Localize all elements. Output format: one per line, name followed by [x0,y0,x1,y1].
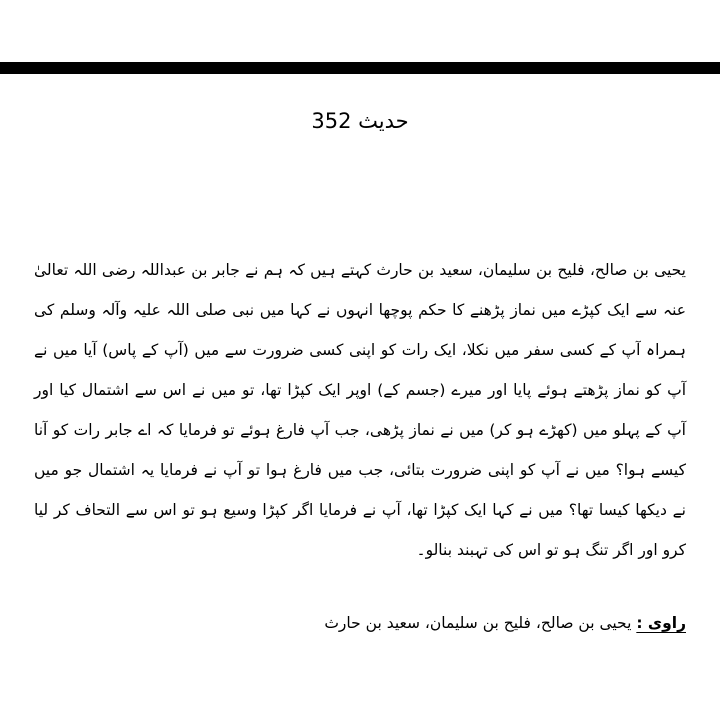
hadith-text: یحیی بن صالح، فلیح بن سلیمان، سعید بن حارث کہتے ہیں کہ ہم نے جابر بن عبداللہ رضی اللہ تعالیٰ عنہ سے ایک کپڑے میں نماز پڑھنے کا حکم پوچھا انہوں نے کہا میں نبی صلی اللہ علیہ وآلہ وسلم کی ہمراہ آپ کے کسی سفر میں نکلا، ایک رات کو اپنی کسی ضرورت سے میں (آپ کے پاس) آیا میں نے آپ کو نماز پڑھتے ہوئے پایا اور میرے (جسم کے) اوپر ایک کپڑا تھا، تو میں نے اس سے اشتمال کیا اور آپ کے پہلو میں (کھڑے ہو کر) میں نے نماز پڑھی، جب آپ فارغ ہوئے تو فرمایا کہ اے جابر رات کو آنا کیسے ہوا؟ میں نے آپ کو اپنی ضرورت بتائی، جب میں فارغ ہوا تو آپ نے فرمایا یہ اشتمال جو میں نے دیکھا کیسا تھا؟ میں نے کہا ایک کپڑا تھا، آپ نے فرمایا اگر کپڑا وسیع ہو تو اس سے التحاف کر لیا کرو اور اگر تنگ ہو تو اس کی تہبند بنالو۔ [34,261,686,559]
narrator-names: یحیی بن صالح، فلیح بن سلیمان، سعید بن حارث [324,614,632,632]
hadith-title: حدیث 352 [311,109,409,133]
narrator-label: راوی : [636,614,686,632]
top-divider [0,62,720,74]
narrator-line [34,608,686,638]
